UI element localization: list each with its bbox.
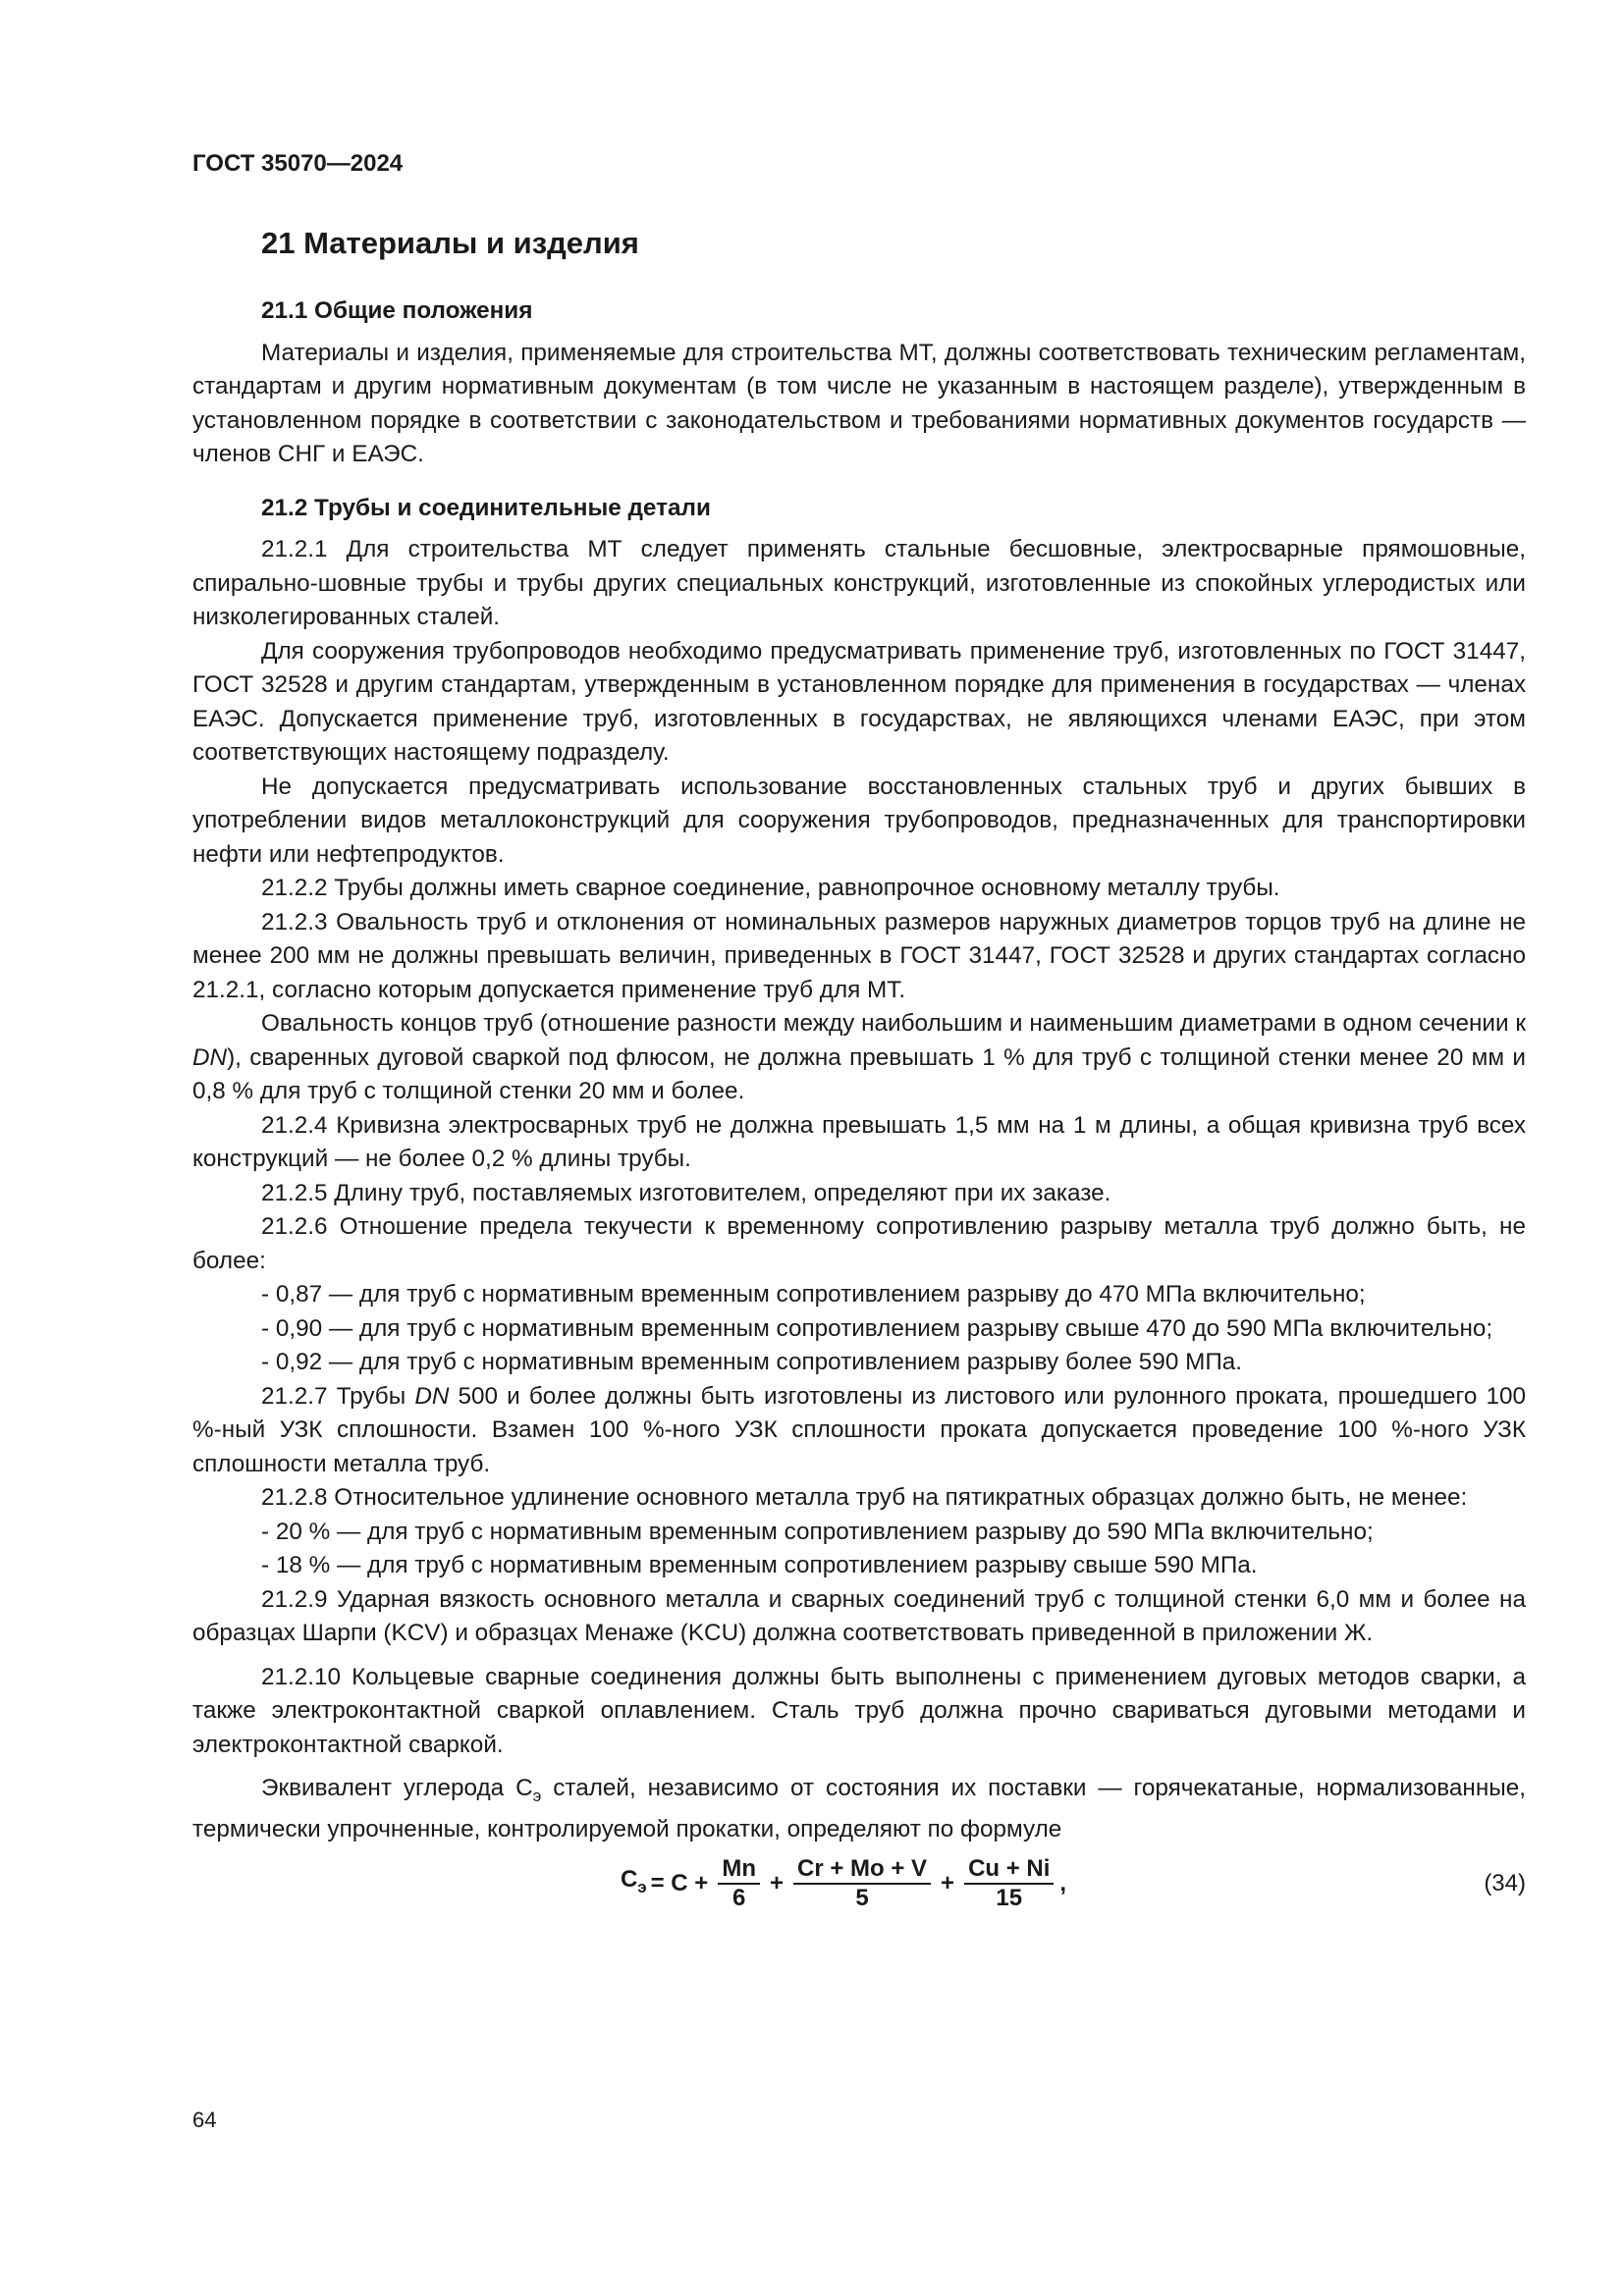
text-run: 21.2.7 Трубы bbox=[261, 1382, 415, 1410]
formula-lhs bbox=[621, 1863, 647, 1904]
list-item-21-2-8-1: - 20 % — для труб с нормативным временным сопротивлением разрыву до 590 МПа включительно; bbox=[261, 1518, 1374, 1545]
page-content bbox=[192, 224, 1526, 1920]
paragraph-21-2-2: 21.2.2 Трубы должны иметь сварное соединение, равнопрочное основному металлу трубы. bbox=[261, 875, 1280, 901]
paragraph-21-2-1-c: Не допускается предусматривать использование восстановленных стальных труб и других бывших в употреблении видов металлоконструкций для сооружения трубопроводов, предназначенных для транспортировки нефти или нефтепродуктов. bbox=[192, 773, 1526, 868]
fraction-mn bbox=[718, 1855, 760, 1912]
formula-row bbox=[192, 1853, 1526, 1920]
formula-plus: + bbox=[769, 1869, 784, 1896]
formula-symbol: С bbox=[621, 1865, 638, 1893]
fraction-numerator: Cr + Mo + V bbox=[793, 1855, 931, 1885]
fraction-denominator: 5 bbox=[855, 1884, 869, 1911]
subscript: э bbox=[532, 1786, 542, 1805]
fraction-denominator: 15 bbox=[996, 1884, 1023, 1911]
section-title: 21 Материалы и изделия bbox=[261, 226, 639, 260]
paragraph-carbon-equivalent bbox=[192, 1772, 1526, 1847]
dn-symbol: DN bbox=[414, 1382, 450, 1410]
paragraph-21-2-5: 21.2.5 Длину труб, поставляемых изготовителем, определяют при их заказе. bbox=[261, 1179, 1111, 1206]
running-header: ГОСТ 35070—2024 bbox=[192, 150, 404, 177]
paragraph-21-1: Материалы и изделия, применяемые для строительства МТ, должны соответствовать техническим регламентам, стандартам и другим нормативным документам (в том числе не указанным в настоящем разделе), утвержденным в установленном порядке в соответствии с законодательством и требованиями нормативных документов государств — членов СНГ и ЕАЭС. bbox=[192, 339, 1526, 467]
paragraph-21-2-1: 21.2.1 Для строительства МТ следует применять стальные бесшовные, электросварные прямошовные, спирально-шовные трубы и трубы других специальных конструкций, изготовленные из спокойных углеродистых или низколегированных сталей. bbox=[192, 536, 1526, 630]
text-run: Эквивалент углерода С bbox=[261, 1775, 533, 1801]
paragraph-21-2-10: 21.2.10 Кольцевые сварные соединения должны быть выполнены с применением дуговых методов сварки, а также электроконтактной сваркой оплавлением. Сталь труб должна прочно свариваться дуговыми методами и электроконтактной сваркой. bbox=[192, 1663, 1526, 1758]
paragraph-21-2-6: 21.2.6 Отношение предела текучести к временному сопротивлению разрыву металла труб должно быть, не более: bbox=[192, 1213, 1526, 1274]
formula-number: (34) bbox=[1484, 1869, 1526, 1896]
formula-plus: + bbox=[941, 1869, 955, 1896]
text-run: сталей, независимо от состояния их поставки — горячекатаные, нормализованные, термически упрочненные, контролируемой прокатки, определяют по формуле bbox=[192, 1775, 1526, 1843]
fraction-numerator: Mn bbox=[718, 1855, 760, 1885]
page-number: 64 bbox=[192, 2108, 217, 2132]
paragraph-21-2-3: 21.2.3 Овальность труб и отклонения от номинальных размеров наружных диаметров торцов труб на длине не менее 200 мм не должны превышать величин, приведенных в ГОСТ 31447, ГОСТ 32528 и других стандартах согласно 21.2.1, согласно которым допускается применение труб для МТ. bbox=[192, 908, 1526, 1003]
formula-equals: = С + bbox=[650, 1869, 709, 1896]
dn-symbol: DN bbox=[192, 1043, 228, 1071]
fraction-cr-mo-v bbox=[793, 1855, 931, 1912]
paragraph-21-2-9: 21.2.9 Ударная вязкость основного металла и сварных соединений труб с толщиной стенки 6,0 мм и более на образцах Шарпи (KCV) и образцах Менаже (KCU) должна соответствовать приведенной в приложении Ж. bbox=[192, 1585, 1526, 1646]
list-item-21-2-6-1: - 0,87 — для труб с нормативным временным сопротивлением разрыву до 470 МПа включительно; bbox=[261, 1281, 1366, 1308]
paragraph-21-2-4: 21.2.4 Кривизна электросварных труб не должна превышать 1,5 мм на 1 м длины, а общая кривизна труб всех конструкций — не более 0,2 % длины трубы. bbox=[192, 1111, 1526, 1172]
fraction-cu-ni bbox=[964, 1855, 1054, 1912]
list-item-21-2-6-2: - 0,90 — для труб с нормативным временным сопротивлением разрыву свыше 470 до 590 МПа включительно; bbox=[261, 1314, 1493, 1342]
formula-comma: , bbox=[1059, 1869, 1067, 1896]
text-run: ), сваренных дуговой сваркой под флюсом, не должна превышать 1 % для труб с толщиной стенки менее 20 мм и 0,8 % для труб с толщиной стенки 20 мм и более. bbox=[192, 1043, 1526, 1104]
formula-subscript: э bbox=[637, 1877, 647, 1896]
subsection-title-21-2: 21.2 Трубы и соединительные детали bbox=[261, 494, 711, 521]
paragraph-21-2-3-b bbox=[192, 1007, 1526, 1109]
text-run: 500 и более должны быть изготовлены из листового или рулонного проката, прошедшего 100 %-ный УЗК сплошности. Взамен 100 %-ного УЗК сплошности проката допускается проведение 100 %-ного УЗК сплошности металла труб. bbox=[192, 1382, 1527, 1477]
subsection-title-21-1: 21.1 Общие положения bbox=[261, 297, 533, 324]
fraction-denominator: 6 bbox=[731, 1884, 746, 1911]
paragraph-21-2-1-b: Для сооружения трубопроводов необходимо предусматривать применение труб, изготовленных по ГОСТ 31447, ГОСТ 32528 и другим стандартам, утвержденным в установленном порядке для применения в государствах — членах ЕАЭС. Допускается применение труб, изготовленных в государствах, не являющихся членами ЕАЭС, при этом соответствующих настоящему подразделу. bbox=[192, 637, 1526, 766]
paragraph-21-2-7 bbox=[192, 1380, 1526, 1482]
list-item-21-2-6-3: - 0,92 — для труб с нормативным временным сопротивлением разрыву более 590 МПа. bbox=[261, 1349, 1243, 1375]
list-item-21-2-8-2: - 18 % — для труб с нормативным временным сопротивлением разрыву свыше 590 МПа. bbox=[261, 1552, 1258, 1578]
paragraph-21-2-8: 21.2.8 Относительное удлинение основного металла труб на пятикратных образцах должно быть, не менее: bbox=[261, 1484, 1468, 1511]
text-run: Овальность концов труб (отношение разности между наибольшим и наименьшим диаметрами в одном сечении к bbox=[261, 1010, 1526, 1037]
fraction-numerator: Cu + Ni bbox=[964, 1855, 1054, 1885]
carbon-equivalent-formula bbox=[621, 1855, 1066, 1912]
